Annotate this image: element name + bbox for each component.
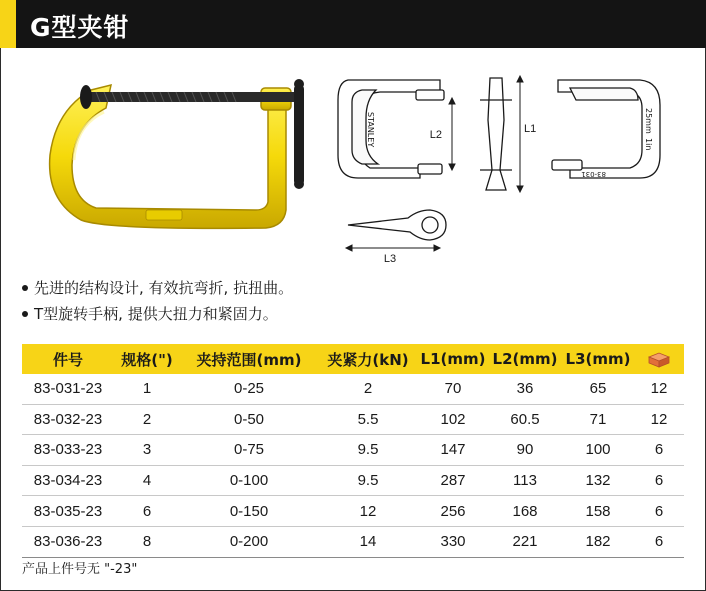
- cell-clamp-force: 14: [318, 526, 418, 557]
- cell-qty: 12: [634, 404, 684, 435]
- cell-qty: 6: [634, 465, 684, 496]
- cell-size: 8: [114, 526, 180, 557]
- drawing-model-mark: 83-031: [581, 170, 606, 178]
- table-row: [22, 404, 684, 435]
- dimension-l1-label: L1: [524, 123, 537, 135]
- bullet-icon: [22, 311, 28, 317]
- cell-l1: 256: [418, 496, 488, 527]
- page-title: G型夹钳: [30, 13, 130, 42]
- table-row: [22, 374, 684, 404]
- cell-clamp-range: 0-75: [180, 435, 318, 466]
- header-clamp-force: 夹紧力(kN): [318, 344, 418, 374]
- cell-part-number: 83-031-23: [22, 374, 114, 404]
- cell-size: 2: [114, 404, 180, 435]
- cell-part-number: 83-034-23: [22, 465, 114, 496]
- cell-clamp-force: 9.5: [318, 465, 418, 496]
- feature-item: [22, 275, 293, 301]
- cell-l3: 132: [562, 465, 634, 496]
- cell-size: 4: [114, 465, 180, 496]
- cell-size: 6: [114, 496, 180, 527]
- dimension-drawings: [330, 60, 690, 270]
- cell-clamp-force: 12: [318, 496, 418, 527]
- cell-l1: 147: [418, 435, 488, 466]
- header-part-number: 件号: [22, 344, 114, 374]
- header-clamp-range: 夹持范围(mm): [180, 344, 318, 374]
- cell-clamp-force: 5.5: [318, 404, 418, 435]
- cell-l2: 36: [488, 374, 562, 404]
- cell-size: 3: [114, 435, 180, 466]
- table-row: [22, 465, 684, 496]
- cell-l3: 158: [562, 496, 634, 527]
- cell-qty: 6: [634, 435, 684, 466]
- cell-l2: 60.5: [488, 404, 562, 435]
- footnote: 产品上件号无 "-23": [22, 562, 138, 577]
- feature-list: [22, 275, 293, 327]
- cell-clamp-force: 2: [318, 374, 418, 404]
- header-l2: L2(mm): [488, 344, 562, 374]
- feature-text: 先进的结构设计, 有效抗弯折, 抗扭曲。: [34, 279, 294, 297]
- header-l3: L3(mm): [562, 344, 634, 374]
- dimension-l3-label: L3: [383, 253, 397, 265]
- title-accent-bar: [0, 0, 16, 48]
- cell-clamp-range: 0-200: [180, 526, 318, 557]
- cell-l3: 65: [562, 374, 634, 404]
- cell-part-number: 83-032-23: [22, 404, 114, 435]
- cell-l2: 90: [488, 435, 562, 466]
- box-icon: [647, 352, 671, 368]
- cell-l1: 287: [418, 465, 488, 496]
- cell-qty: 6: [634, 496, 684, 527]
- cell-clamp-range: 0-25: [180, 374, 318, 404]
- cell-part-number: 83-036-23: [22, 526, 114, 557]
- bullet-icon: [22, 285, 28, 291]
- drawing-brand-mark: STANLEY: [366, 112, 375, 148]
- drawing-size-mark: 1in: [644, 138, 653, 151]
- cell-clamp-range: 0-150: [180, 496, 318, 527]
- cell-l2: 168: [488, 496, 562, 527]
- header-l1: L1(mm): [418, 344, 488, 374]
- cell-l1: 102: [418, 404, 488, 435]
- header-qty: [634, 344, 684, 374]
- dimension-l2-label: L2: [429, 129, 442, 141]
- cell-l2: 113: [488, 465, 562, 496]
- cell-part-number: 83-033-23: [22, 435, 114, 466]
- cell-part-number: 83-035-23: [22, 496, 114, 527]
- cell-clamp-range: 0-100: [180, 465, 318, 496]
- cell-qty: 12: [634, 374, 684, 404]
- table-row: [22, 526, 684, 557]
- cell-l3: 100: [562, 435, 634, 466]
- cell-clamp-force: 9.5: [318, 435, 418, 466]
- cell-l3: 182: [562, 526, 634, 557]
- cell-size: 1: [114, 374, 180, 404]
- table-header-row: [22, 344, 684, 374]
- header-size: 规格("): [114, 344, 180, 374]
- spec-table: [22, 344, 684, 558]
- cell-l1: 70: [418, 374, 488, 404]
- g-clamp-product-image: [36, 70, 316, 240]
- cell-l2: 221: [488, 526, 562, 557]
- cell-qty: 6: [634, 526, 684, 557]
- feature-item: [22, 301, 293, 327]
- cell-l3: 71: [562, 404, 634, 435]
- drawing-size-mark-2: 25mm: [644, 108, 653, 134]
- feature-text: T型旋转手柄, 提供大扭力和紧固力。: [34, 305, 278, 323]
- cell-clamp-range: 0-50: [180, 404, 318, 435]
- table-row: [22, 496, 684, 527]
- table-row: [22, 435, 684, 466]
- title-bar: [0, 0, 706, 48]
- cell-l1: 330: [418, 526, 488, 557]
